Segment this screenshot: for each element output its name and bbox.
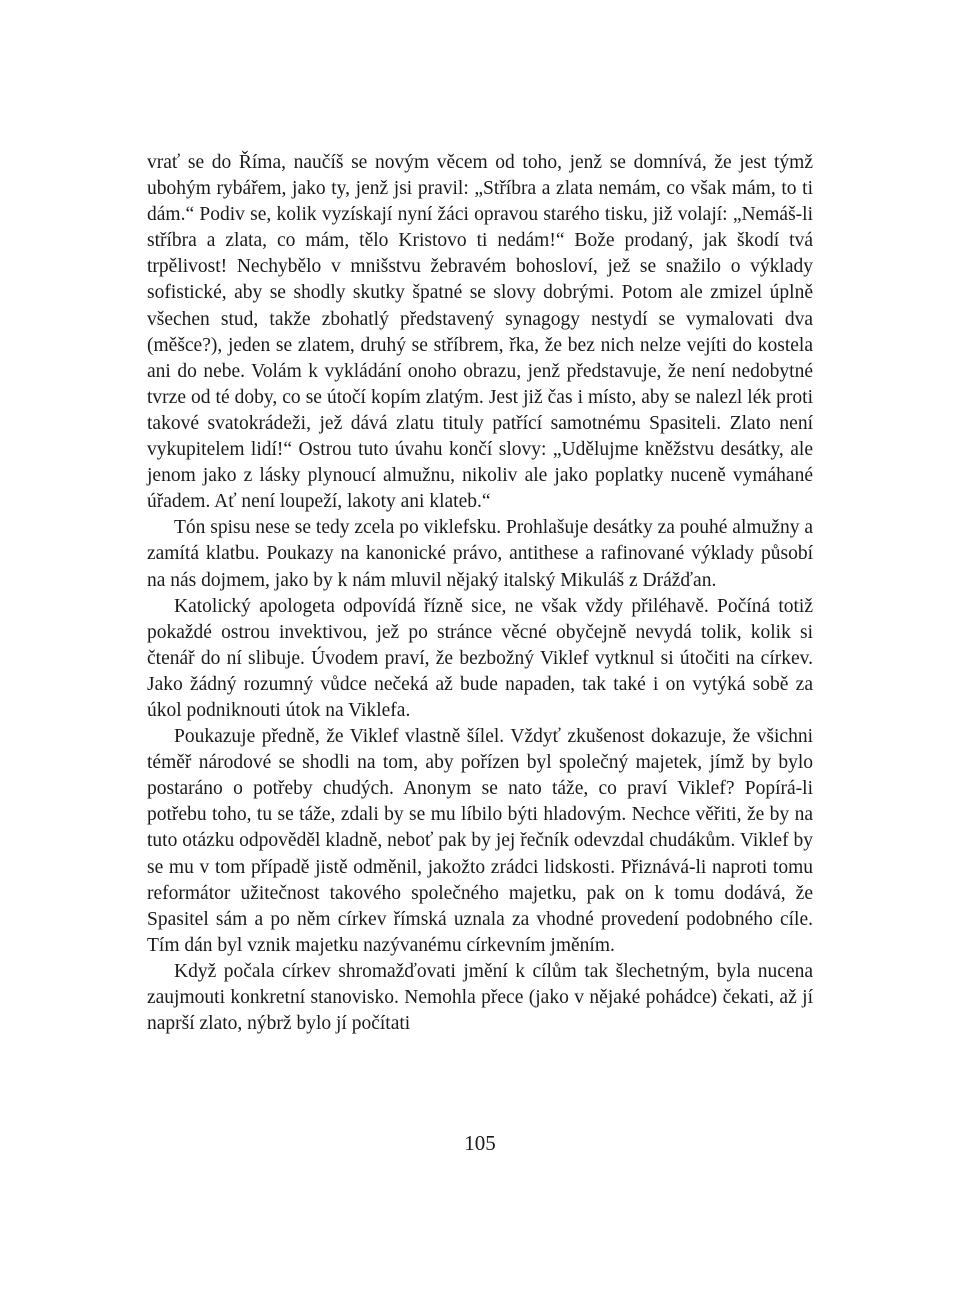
paragraph-apologist: Katolický apologeta odpovídá řízně sice, ne však vždy přiléhavě. Počíná totiž pokaždé ostrou invektivou, jež po stránce věcné obyčejně nevydá tolik, kolik si čtenář do ní slibuje. Úvodem praví, že bezbožný Viklef vytknul si útočiti na církev. Jako žádný rozumný vůdce nečeká až bude napaden, tak také i on vytýká sobě za úkol podniknouti útok na Viklefa. — [147, 595, 813, 721]
body-text — [147, 150, 813, 1037]
paragraph-common-property: Poukazuje předně, že Viklef vlastně šílel. Vždyť zkušenost dokazuje, že všichni téměř národové se shodli na tom, aby pořízen byl společný majetek, jímž by bylo postaráno o potřeby chudých. Anonym se nato táže, co praví Viklef? Popírá-li potřebu toho, tu se táže, zdali by se mu líbilo býti hladovým. Nechce věřiti, že by na tuto otázku odpověděl kladně, neboť pak by jej řečník odevzdal chudákům. Viklef by se mu v tom případě jistě odměnil, jakožto zrádci lidskosti. Přiznává-li naproti tomu reformátor užitečnost takového společného majetku, pak on k tomu dodává, že Spasitel sám a po něm církev římská uznala za vhodné provedení podobného cíle. Tím dán byl vznik majetku nazývanému církevním jměním. — [147, 726, 813, 956]
paragraph-continuation: vrať se do Říma, naučíš se novým věcem od toho, jenž se domnívá, že jest týmž ubohým rybářem, jako ty, jenž jsi pravil: „Stříbra a zlata nemám, co však mám, to ti dám.“ Podiv se, kolik vyzískají nyní žáci opravou starého tisku, již volají: „Nemáš-li stříbra a zlata, co mám, tělo Kristovo ti nedám!“ Bože prodaný, jak škodí tvá trpělivost! Nechybělo v mnišstvu žebravém bohosloví, jež se snažilo o výklady sofistické, aby se shodly skutky špatné se slovy dobrými. Potom ale zmizel úplně všechen stud, takže zbohatlý představený synagogy nestydí se vymalovati dva (měšce?), jeden se zlatem, druhý se stříbrem, řka, že bez nich nelze vejíti do kostela ani do nebe. Volám k vykládání onoho obrazu, jenž představuje, že není nedobytné tvrze od té doby, co se útočí kopím zlatým. Jest již čas i místo, aby se nalezl lék proti takové svatokrádeži, jež dává zlatu tituly patřící samotnému Spasiteli. Zlato není vykupitelem lidí!“ Ostrou tuto úvahu končí slovy: „Udělujme kněžstvu desátky, ale jenom jako z lásky plynoucí almužnu, nikoliv ale jako poplatky nuceně vymáhané úřadem. Ať není loupeží, lakoty ani klateb.“ — [147, 152, 813, 513]
paragraph-tone: Tón spisu nese se tedy zcela po viklefsku. Prohlašuje desátky za pouhé almužny a zamítá klatbu. Poukazy na kanonické právo, antithese a rafinované výklady působí na nás dojmem, jako by k nám mluvil nějaký italský Mikuláš z Drážďan. — [147, 517, 813, 591]
page-number: 105 — [464, 1131, 496, 1155]
paragraph-church-wealth: Když počala církev shromažďovati jmění k cílům tak šlechetným, byla nucena zaujmouti konkretní stanovisko. Nemohla přece (jako v nějaké pohádce) čekati, až jí naprší zlato, nýbrž bylo jí počítati — [147, 960, 813, 1035]
